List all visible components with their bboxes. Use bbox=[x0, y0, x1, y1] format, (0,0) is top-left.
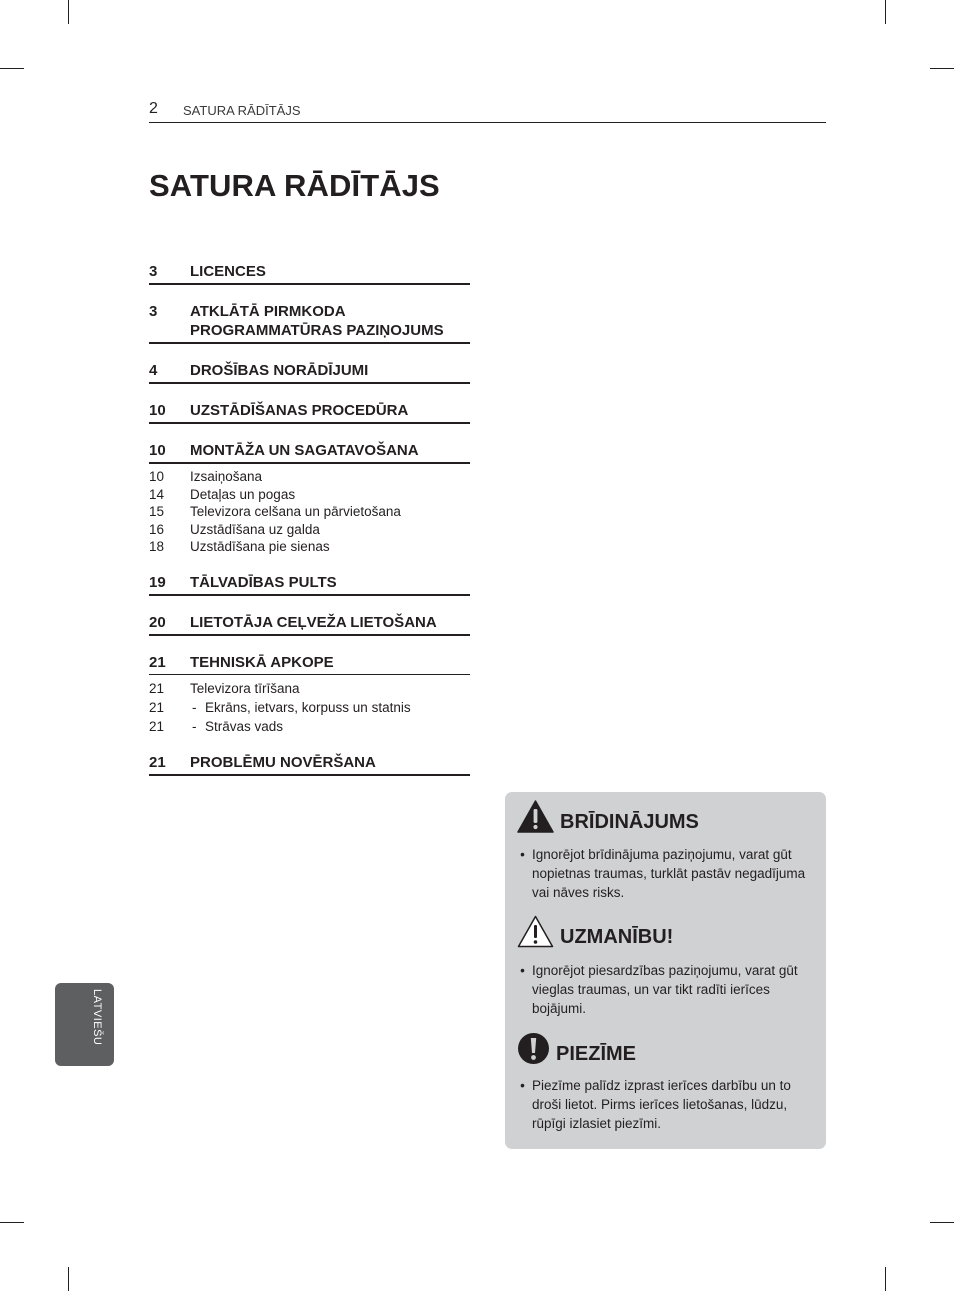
dash-marker: - bbox=[192, 718, 197, 734]
toc-page-number: 21 bbox=[149, 653, 166, 671]
note-exclamation-circle-icon bbox=[517, 1032, 550, 1065]
bullet: • bbox=[520, 1078, 525, 1093]
toc-subentry[interactable] bbox=[149, 717, 470, 736]
toc-subentry[interactable] bbox=[149, 468, 470, 486]
toc-page-number: 3 bbox=[149, 303, 158, 320]
crop-mark bbox=[885, 1267, 886, 1291]
toc-page-number: 4 bbox=[149, 362, 158, 379]
warning-heading bbox=[517, 800, 699, 833]
toc-page-number: 10 bbox=[149, 469, 165, 484]
toc-subentries bbox=[149, 465, 470, 556]
crop-mark bbox=[0, 68, 24, 69]
toc-section bbox=[149, 573, 470, 596]
toc-section bbox=[149, 613, 470, 636]
safety-notes-box bbox=[505, 792, 826, 1149]
toc-page-number: 3 bbox=[149, 263, 158, 280]
toc-entry[interactable] bbox=[149, 753, 470, 776]
language-tab-label: LATVIEŠU bbox=[91, 989, 103, 1046]
page-title: SATURA RĀDĪTĀJS bbox=[149, 168, 440, 203]
toc-subentry-title: Uzstādīšana uz galda bbox=[190, 521, 320, 537]
crop-mark bbox=[930, 68, 954, 69]
toc-subentry[interactable] bbox=[149, 698, 470, 717]
toc-entry-title: UZSTĀDĪŠANAS PROCEDŪRA bbox=[190, 402, 409, 419]
toc-entry-title: LICENCES bbox=[190, 263, 266, 280]
toc-entry[interactable] bbox=[149, 573, 470, 596]
toc-page-number: 15 bbox=[149, 504, 165, 519]
toc-entry-title: PROBLĒMU NOVĒRŠANA bbox=[190, 753, 376, 771]
toc-page-number: 21 bbox=[149, 680, 165, 696]
toc-entry[interactable] bbox=[149, 653, 470, 675]
toc-page-number: 19 bbox=[149, 573, 166, 591]
note-text bbox=[513, 1076, 813, 1133]
toc-page-number: 20 bbox=[149, 613, 166, 631]
toc-page-number: 21 bbox=[149, 718, 165, 734]
toc-subentry-title: Televizora tīrīšana bbox=[190, 680, 300, 696]
toc-subentry[interactable] bbox=[149, 538, 470, 556]
crop-mark bbox=[68, 0, 69, 24]
warning-title: BRĪDINĀJUMS bbox=[560, 811, 699, 833]
caution-heading bbox=[517, 915, 673, 948]
warning-text-content: Ignorējot brīdinājuma paziņojumu, varat gūt nopietnas traumas, turklāt pastāv negadījuma vai nāves risks. bbox=[532, 847, 806, 900]
toc-section bbox=[149, 401, 470, 424]
note-text-content: Piezīme palīdz izprast ierīces darbību un to droši lietot. Pirms ierīces lietošanas, lūdzu, rūpīgi izlasiet piezīmi. bbox=[532, 1078, 791, 1131]
caution-text bbox=[513, 961, 813, 1018]
toc-subentry[interactable] bbox=[149, 521, 470, 539]
toc-page-number: 16 bbox=[149, 521, 165, 537]
toc-subentry-title: Uzstādīšana pie sienas bbox=[190, 539, 330, 554]
crop-mark bbox=[68, 1267, 69, 1291]
language-tab bbox=[55, 983, 114, 1066]
toc-page-number: 21 bbox=[149, 753, 166, 771]
toc-entry-title: DROŠĪBAS NORĀDĪJUMI bbox=[190, 362, 369, 379]
toc-section bbox=[149, 361, 470, 384]
table-of-contents bbox=[149, 262, 470, 793]
toc-section bbox=[149, 753, 470, 776]
toc-subentries bbox=[149, 676, 470, 736]
toc-entry[interactable] bbox=[149, 302, 470, 344]
note-heading bbox=[517, 1032, 636, 1065]
note-title: PIEZĪME bbox=[556, 1043, 637, 1065]
toc-entry-title: MONTĀŽA UN SAGATAVOŠANA bbox=[190, 442, 419, 459]
toc-entry-title: ATKLĀTĀ PIRMKODA PROGRAMMATŪRAS PAZIŅOJUMS bbox=[190, 303, 444, 339]
toc-subentry-title: Ekrāns, ietvars, korpuss un statnis bbox=[205, 699, 411, 715]
caution-text-content: Ignorējot piesardzības paziņojumu, varat gūt vieglas traumas, un var tikt radīti ierīces bojājumi. bbox=[532, 963, 798, 1016]
bullet: • bbox=[520, 963, 525, 978]
toc-entry-title: LIETOTĀJA CEĻVEŽA LIETOŠANA bbox=[190, 613, 437, 631]
toc-subentry[interactable] bbox=[149, 503, 470, 521]
toc-entry[interactable] bbox=[149, 613, 470, 636]
toc-page-number: 21 bbox=[149, 699, 165, 715]
toc-entry[interactable] bbox=[149, 441, 470, 464]
toc-subentry[interactable] bbox=[149, 679, 470, 698]
toc-page-number: 14 bbox=[149, 486, 165, 502]
toc-subentry-title: Televizora celšana un pārvietošana bbox=[190, 504, 401, 519]
warning-text bbox=[513, 845, 813, 902]
toc-subentry-title: Detaļas un pogas bbox=[190, 486, 296, 502]
caution-title: UZMANĪBU! bbox=[560, 926, 674, 948]
header-section-label: SATURA RĀDĪTĀJS bbox=[183, 103, 301, 118]
crop-mark bbox=[930, 1222, 954, 1223]
toc-section bbox=[149, 262, 470, 285]
toc-entry-title: TEHNISKĀ APKOPE bbox=[190, 653, 334, 671]
warning-triangle-filled-icon bbox=[517, 800, 554, 833]
toc-entry[interactable] bbox=[149, 262, 470, 285]
toc-entry[interactable] bbox=[149, 401, 470, 424]
toc-page-number: 10 bbox=[149, 442, 166, 459]
crop-mark bbox=[0, 1222, 24, 1223]
toc-entry[interactable] bbox=[149, 361, 470, 384]
dash-marker: - bbox=[192, 699, 197, 715]
toc-subentry-title: Izsaiņošana bbox=[190, 469, 263, 484]
toc-subentry-title: Strāvas vads bbox=[205, 718, 284, 734]
toc-page-number: 18 bbox=[149, 539, 165, 554]
caution-triangle-outline-icon bbox=[517, 915, 554, 948]
toc-section bbox=[149, 653, 470, 736]
running-header bbox=[149, 100, 826, 123]
page-number: 2 bbox=[149, 100, 158, 117]
toc-subentry[interactable] bbox=[149, 486, 470, 504]
bullet: • bbox=[520, 847, 525, 862]
crop-mark bbox=[885, 0, 886, 24]
toc-page-number: 10 bbox=[149, 402, 166, 419]
toc-section bbox=[149, 441, 470, 556]
toc-section bbox=[149, 302, 470, 344]
toc-entry-title: TĀLVADĪBAS PULTS bbox=[190, 573, 337, 591]
